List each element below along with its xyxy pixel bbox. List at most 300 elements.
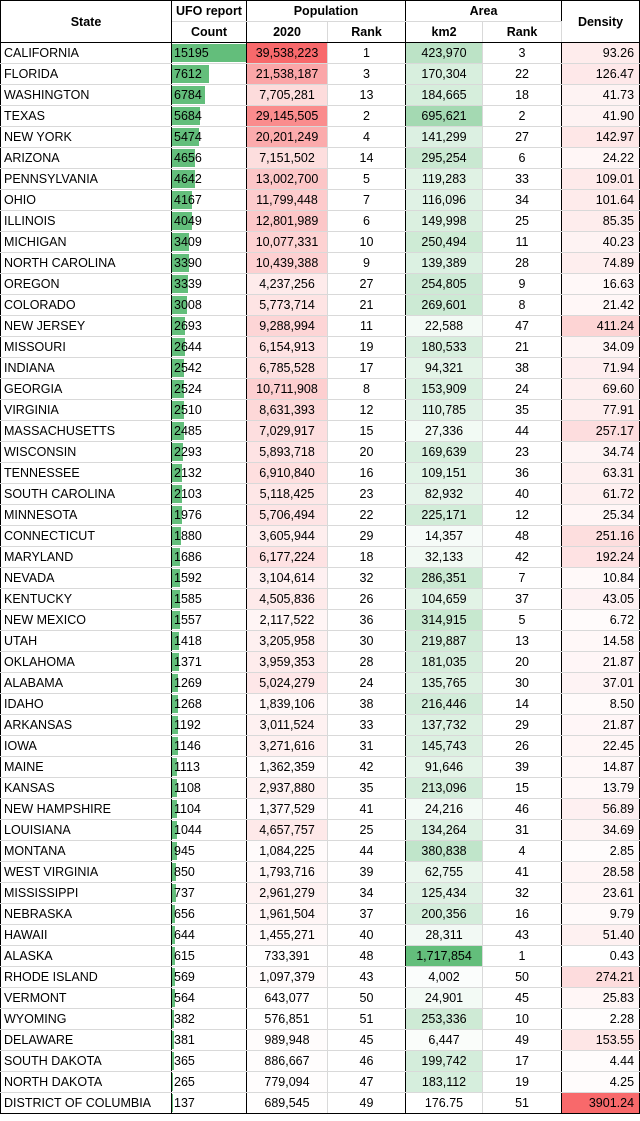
population-rank-cell: 48 bbox=[328, 946, 406, 967]
density-cell: 34.09 bbox=[562, 337, 640, 358]
population-rank-cell: 39 bbox=[328, 862, 406, 883]
table-row bbox=[1, 925, 640, 946]
area-cell: 24,216 bbox=[406, 799, 483, 820]
area-cell: 184,665 bbox=[406, 85, 483, 106]
population-rank-cell: 41 bbox=[328, 799, 406, 820]
population-rank-cell: 38 bbox=[328, 694, 406, 715]
count-value: 1268 bbox=[174, 697, 202, 711]
count-cell bbox=[172, 295, 247, 316]
population-rank-cell: 7 bbox=[328, 190, 406, 211]
state-cell: MARYLAND bbox=[1, 547, 172, 568]
density-cell: 153.55 bbox=[562, 1030, 640, 1051]
table-row bbox=[1, 610, 640, 631]
area-rank-cell: 43 bbox=[483, 925, 562, 946]
count-cell bbox=[172, 820, 247, 841]
density-cell: 41.90 bbox=[562, 106, 640, 127]
area-rank-cell: 21 bbox=[483, 337, 562, 358]
area-rank-cell: 23 bbox=[483, 442, 562, 463]
table-row bbox=[1, 673, 640, 694]
header-area-rank: Rank bbox=[483, 22, 562, 43]
area-rank-cell: 16 bbox=[483, 904, 562, 925]
state-cell: PENNSYLVANIA bbox=[1, 169, 172, 190]
count-cell bbox=[172, 1030, 247, 1051]
state-cell: DISTRICT OF COLUMBIA bbox=[1, 1093, 172, 1114]
count-cell bbox=[172, 631, 247, 652]
density-cell: 24.22 bbox=[562, 148, 640, 169]
population-rank-cell: 32 bbox=[328, 568, 406, 589]
table-row bbox=[1, 148, 640, 169]
state-cell: NEBRASKA bbox=[1, 904, 172, 925]
state-cell: COLORADO bbox=[1, 295, 172, 316]
population-rank-cell: 10 bbox=[328, 232, 406, 253]
state-cell: CALIFORNIA bbox=[1, 43, 172, 64]
density-cell: 21.87 bbox=[562, 652, 640, 673]
area-cell: 153,909 bbox=[406, 379, 483, 400]
count-value: 1976 bbox=[174, 508, 202, 522]
area-rank-cell: 15 bbox=[483, 778, 562, 799]
population-rank-cell: 26 bbox=[328, 589, 406, 610]
area-cell: 116,096 bbox=[406, 190, 483, 211]
count-cell bbox=[172, 358, 247, 379]
area-cell: 176.75 bbox=[406, 1093, 483, 1114]
population-cell: 989,948 bbox=[247, 1030, 328, 1051]
table-row bbox=[1, 988, 640, 1009]
count-value: 5684 bbox=[174, 109, 202, 123]
area-cell: 137,732 bbox=[406, 715, 483, 736]
header-density: Density bbox=[562, 1, 640, 43]
state-cell: CONNECTICUT bbox=[1, 526, 172, 547]
area-cell: 200,356 bbox=[406, 904, 483, 925]
population-cell: 9,288,994 bbox=[247, 316, 328, 337]
population-cell: 3,011,524 bbox=[247, 715, 328, 736]
area-cell: 125,434 bbox=[406, 883, 483, 904]
state-cell: VIRGINIA bbox=[1, 400, 172, 421]
count-cell bbox=[172, 736, 247, 757]
density-cell: 192.24 bbox=[562, 547, 640, 568]
density-cell: 37.01 bbox=[562, 673, 640, 694]
area-cell: 109,151 bbox=[406, 463, 483, 484]
area-cell: 216,446 bbox=[406, 694, 483, 715]
count-value: 3390 bbox=[174, 256, 202, 270]
count-cell bbox=[172, 904, 247, 925]
header-pop-year: 2020 bbox=[247, 22, 328, 43]
area-rank-cell: 33 bbox=[483, 169, 562, 190]
population-cell: 5,773,714 bbox=[247, 295, 328, 316]
density-cell: 6.72 bbox=[562, 610, 640, 631]
area-rank-cell: 3 bbox=[483, 43, 562, 64]
population-cell: 6,910,840 bbox=[247, 463, 328, 484]
area-rank-cell: 9 bbox=[483, 274, 562, 295]
table-row bbox=[1, 211, 640, 232]
area-cell: 22,588 bbox=[406, 316, 483, 337]
population-cell: 2,937,880 bbox=[247, 778, 328, 799]
state-cell: MINNESOTA bbox=[1, 505, 172, 526]
population-rank-cell: 13 bbox=[328, 85, 406, 106]
table-row bbox=[1, 463, 640, 484]
count-cell bbox=[172, 526, 247, 547]
area-cell: 82,932 bbox=[406, 484, 483, 505]
state-cell: SOUTH CAROLINA bbox=[1, 484, 172, 505]
area-rank-cell: 1 bbox=[483, 946, 562, 967]
population-cell: 1,084,225 bbox=[247, 841, 328, 862]
table-row bbox=[1, 904, 640, 925]
state-cell: MISSOURI bbox=[1, 337, 172, 358]
density-cell: 2.28 bbox=[562, 1009, 640, 1030]
population-cell: 29,145,505 bbox=[247, 106, 328, 127]
population-rank-cell: 15 bbox=[328, 421, 406, 442]
state-cell: ARIZONA bbox=[1, 148, 172, 169]
population-cell: 3,205,958 bbox=[247, 631, 328, 652]
count-value: 2103 bbox=[174, 487, 202, 501]
count-cell bbox=[172, 127, 247, 148]
count-value: 1146 bbox=[174, 739, 201, 753]
table-row bbox=[1, 400, 640, 421]
population-cell: 21,538,187 bbox=[247, 64, 328, 85]
table-row bbox=[1, 274, 640, 295]
count-cell bbox=[172, 988, 247, 1009]
area-rank-cell: 47 bbox=[483, 316, 562, 337]
count-value: 1418 bbox=[174, 634, 202, 648]
header-count: Count bbox=[172, 22, 247, 43]
table-row bbox=[1, 589, 640, 610]
area-cell: 141,299 bbox=[406, 127, 483, 148]
area-rank-cell: 6 bbox=[483, 148, 562, 169]
density-cell: 69.60 bbox=[562, 379, 640, 400]
population-rank-cell: 25 bbox=[328, 820, 406, 841]
count-value: 1269 bbox=[174, 676, 202, 690]
area-rank-cell: 48 bbox=[483, 526, 562, 547]
density-cell: 257.17 bbox=[562, 421, 640, 442]
area-rank-cell: 13 bbox=[483, 631, 562, 652]
count-value: 1880 bbox=[174, 529, 202, 543]
count-cell bbox=[172, 967, 247, 988]
density-cell: 142.97 bbox=[562, 127, 640, 148]
count-cell bbox=[172, 484, 247, 505]
count-value: 7612 bbox=[174, 67, 202, 81]
area-cell: 695,621 bbox=[406, 106, 483, 127]
area-rank-cell: 5 bbox=[483, 610, 562, 631]
density-cell: 51.40 bbox=[562, 925, 640, 946]
state-cell: NORTH CAROLINA bbox=[1, 253, 172, 274]
count-value: 6784 bbox=[174, 88, 202, 102]
area-rank-cell: 10 bbox=[483, 1009, 562, 1030]
table-row bbox=[1, 862, 640, 883]
state-cell: SOUTH DAKOTA bbox=[1, 1051, 172, 1072]
area-rank-cell: 39 bbox=[483, 757, 562, 778]
population-cell: 5,118,425 bbox=[247, 484, 328, 505]
count-cell bbox=[172, 274, 247, 295]
header-pop-rank: Rank bbox=[328, 22, 406, 43]
state-cell: KANSAS bbox=[1, 778, 172, 799]
area-rank-cell: 38 bbox=[483, 358, 562, 379]
population-cell: 8,631,393 bbox=[247, 400, 328, 421]
population-rank-cell: 17 bbox=[328, 358, 406, 379]
area-rank-cell: 25 bbox=[483, 211, 562, 232]
density-cell: 34.74 bbox=[562, 442, 640, 463]
state-cell: OREGON bbox=[1, 274, 172, 295]
count-cell bbox=[172, 589, 247, 610]
area-cell: 183,112 bbox=[406, 1072, 483, 1093]
count-cell bbox=[172, 1072, 247, 1093]
population-rank-cell: 19 bbox=[328, 337, 406, 358]
state-cell: NORTH DAKOTA bbox=[1, 1072, 172, 1093]
count-value: 382 bbox=[174, 1012, 195, 1026]
population-rank-cell: 6 bbox=[328, 211, 406, 232]
area-rank-cell: 46 bbox=[483, 799, 562, 820]
count-cell bbox=[172, 337, 247, 358]
area-cell: 181,035 bbox=[406, 652, 483, 673]
population-rank-cell: 12 bbox=[328, 400, 406, 421]
count-cell bbox=[172, 232, 247, 253]
state-cell: MAINE bbox=[1, 757, 172, 778]
population-cell: 643,077 bbox=[247, 988, 328, 1009]
table-row bbox=[1, 295, 640, 316]
population-rank-cell: 35 bbox=[328, 778, 406, 799]
state-cell: ILLINOIS bbox=[1, 211, 172, 232]
area-cell: 91,646 bbox=[406, 757, 483, 778]
population-rank-cell: 29 bbox=[328, 526, 406, 547]
table-row bbox=[1, 946, 640, 967]
area-cell: 27,336 bbox=[406, 421, 483, 442]
area-cell: 170,304 bbox=[406, 64, 483, 85]
density-cell: 4.25 bbox=[562, 1072, 640, 1093]
population-rank-cell: 34 bbox=[328, 883, 406, 904]
density-cell: 22.45 bbox=[562, 736, 640, 757]
header-area: Area bbox=[406, 1, 562, 22]
population-cell: 6,154,913 bbox=[247, 337, 328, 358]
state-cell: HAWAII bbox=[1, 925, 172, 946]
density-cell: 34.69 bbox=[562, 820, 640, 841]
density-cell: 411.24 bbox=[562, 316, 640, 337]
population-rank-cell: 27 bbox=[328, 274, 406, 295]
area-rank-cell: 14 bbox=[483, 694, 562, 715]
table-row bbox=[1, 1072, 640, 1093]
area-cell: 169,639 bbox=[406, 442, 483, 463]
area-rank-cell: 37 bbox=[483, 589, 562, 610]
state-cell: NEW HAMPSHIRE bbox=[1, 799, 172, 820]
population-cell: 3,271,616 bbox=[247, 736, 328, 757]
count-value: 1192 bbox=[174, 718, 201, 732]
area-rank-cell: 31 bbox=[483, 820, 562, 841]
count-value: 564 bbox=[174, 991, 195, 1005]
population-rank-cell: 4 bbox=[328, 127, 406, 148]
population-cell: 1,097,379 bbox=[247, 967, 328, 988]
state-cell: LOUISIANA bbox=[1, 820, 172, 841]
area-cell: 1,717,854 bbox=[406, 946, 483, 967]
table-row bbox=[1, 715, 640, 736]
table-row bbox=[1, 505, 640, 526]
density-cell: 21.87 bbox=[562, 715, 640, 736]
population-rank-cell: 9 bbox=[328, 253, 406, 274]
area-rank-cell: 18 bbox=[483, 85, 562, 106]
count-value: 1592 bbox=[174, 571, 202, 585]
count-cell bbox=[172, 400, 247, 421]
population-rank-cell: 47 bbox=[328, 1072, 406, 1093]
state-cell: OKLAHOMA bbox=[1, 652, 172, 673]
population-cell: 12,801,989 bbox=[247, 211, 328, 232]
population-cell: 2,117,522 bbox=[247, 610, 328, 631]
count-cell bbox=[172, 316, 247, 337]
population-cell: 11,799,448 bbox=[247, 190, 328, 211]
count-value: 365 bbox=[174, 1054, 195, 1068]
count-cell bbox=[172, 757, 247, 778]
state-cell: ALABAMA bbox=[1, 673, 172, 694]
population-rank-cell: 1 bbox=[328, 43, 406, 64]
table-body bbox=[1, 43, 640, 1114]
count-value: 4656 bbox=[174, 151, 202, 165]
area-rank-cell: 28 bbox=[483, 253, 562, 274]
table-row bbox=[1, 778, 640, 799]
population-rank-cell: 51 bbox=[328, 1009, 406, 1030]
area-rank-cell: 36 bbox=[483, 463, 562, 484]
density-cell: 126.47 bbox=[562, 64, 640, 85]
area-cell: 423,970 bbox=[406, 43, 483, 64]
area-cell: 14,357 bbox=[406, 526, 483, 547]
population-cell: 2,961,279 bbox=[247, 883, 328, 904]
count-value: 2293 bbox=[174, 445, 202, 459]
state-cell: NEVADA bbox=[1, 568, 172, 589]
population-cell: 1,961,504 bbox=[247, 904, 328, 925]
density-cell: 0.43 bbox=[562, 946, 640, 967]
table-row bbox=[1, 253, 640, 274]
count-value: 1557 bbox=[174, 613, 202, 627]
population-cell: 7,151,502 bbox=[247, 148, 328, 169]
table-row bbox=[1, 694, 640, 715]
count-cell bbox=[172, 946, 247, 967]
table-row bbox=[1, 568, 640, 589]
table-row bbox=[1, 85, 640, 106]
density-cell: 93.26 bbox=[562, 43, 640, 64]
table-row bbox=[1, 379, 640, 400]
count-cell bbox=[172, 43, 247, 64]
count-value: 615 bbox=[174, 949, 195, 963]
area-cell: 6,447 bbox=[406, 1030, 483, 1051]
area-cell: 250,494 bbox=[406, 232, 483, 253]
count-value: 381 bbox=[174, 1033, 195, 1047]
area-rank-cell: 4 bbox=[483, 841, 562, 862]
population-rank-cell: 28 bbox=[328, 652, 406, 673]
state-cell: MISSISSIPPI bbox=[1, 883, 172, 904]
state-cell: DELAWARE bbox=[1, 1030, 172, 1051]
area-cell: 94,321 bbox=[406, 358, 483, 379]
table-row bbox=[1, 967, 640, 988]
table-row bbox=[1, 64, 640, 85]
header-state: State bbox=[1, 1, 172, 43]
table-row bbox=[1, 1030, 640, 1051]
table-row bbox=[1, 484, 640, 505]
density-cell: 23.61 bbox=[562, 883, 640, 904]
count-value: 4049 bbox=[174, 214, 202, 228]
count-cell bbox=[172, 442, 247, 463]
count-value: 137 bbox=[174, 1096, 195, 1110]
header-area-unit: km2 bbox=[406, 22, 483, 43]
density-cell: 14.87 bbox=[562, 757, 640, 778]
population-cell: 4,237,256 bbox=[247, 274, 328, 295]
table-row bbox=[1, 757, 640, 778]
count-value: 265 bbox=[174, 1075, 195, 1089]
population-rank-cell: 8 bbox=[328, 379, 406, 400]
state-cell: WEST VIRGINIA bbox=[1, 862, 172, 883]
density-cell: 2.85 bbox=[562, 841, 640, 862]
population-rank-cell: 18 bbox=[328, 547, 406, 568]
density-cell: 56.89 bbox=[562, 799, 640, 820]
count-cell bbox=[172, 379, 247, 400]
count-cell bbox=[172, 1093, 247, 1114]
count-bar bbox=[172, 1094, 173, 1112]
area-cell: 219,887 bbox=[406, 631, 483, 652]
table-row bbox=[1, 106, 640, 127]
count-cell bbox=[172, 547, 247, 568]
count-cell bbox=[172, 85, 247, 106]
state-cell: WYOMING bbox=[1, 1009, 172, 1030]
area-cell: 135,765 bbox=[406, 673, 483, 694]
area-rank-cell: 8 bbox=[483, 295, 562, 316]
state-cell: KENTUCKY bbox=[1, 589, 172, 610]
table-row bbox=[1, 421, 640, 442]
population-cell: 5,893,718 bbox=[247, 442, 328, 463]
state-cell: ARKANSAS bbox=[1, 715, 172, 736]
count-value: 15195 bbox=[174, 46, 209, 60]
count-value: 850 bbox=[174, 865, 195, 879]
density-cell: 28.58 bbox=[562, 862, 640, 883]
population-cell: 3,605,944 bbox=[247, 526, 328, 547]
area-rank-cell: 22 bbox=[483, 64, 562, 85]
area-rank-cell: 32 bbox=[483, 883, 562, 904]
count-cell bbox=[172, 568, 247, 589]
count-cell bbox=[172, 715, 247, 736]
density-cell: 25.83 bbox=[562, 988, 640, 1009]
count-value: 2132 bbox=[174, 466, 202, 480]
density-cell: 9.79 bbox=[562, 904, 640, 925]
population-cell: 3,104,614 bbox=[247, 568, 328, 589]
population-cell: 5,706,494 bbox=[247, 505, 328, 526]
state-cell: NEW YORK bbox=[1, 127, 172, 148]
population-rank-cell: 5 bbox=[328, 169, 406, 190]
density-cell: 14.58 bbox=[562, 631, 640, 652]
area-rank-cell: 34 bbox=[483, 190, 562, 211]
area-rank-cell: 19 bbox=[483, 1072, 562, 1093]
count-value: 2644 bbox=[174, 340, 202, 354]
area-rank-cell: 50 bbox=[483, 967, 562, 988]
area-cell: 134,264 bbox=[406, 820, 483, 841]
area-cell: 253,336 bbox=[406, 1009, 483, 1030]
density-cell: 74.89 bbox=[562, 253, 640, 274]
population-rank-cell: 43 bbox=[328, 967, 406, 988]
population-cell: 1,839,106 bbox=[247, 694, 328, 715]
area-rank-cell: 27 bbox=[483, 127, 562, 148]
state-cell: TENNESSEE bbox=[1, 463, 172, 484]
area-cell: 28,311 bbox=[406, 925, 483, 946]
state-cell: ALASKA bbox=[1, 946, 172, 967]
population-cell: 6,785,528 bbox=[247, 358, 328, 379]
area-rank-cell: 44 bbox=[483, 421, 562, 442]
state-cell: FLORIDA bbox=[1, 64, 172, 85]
state-cell: NEW JERSEY bbox=[1, 316, 172, 337]
table-row bbox=[1, 316, 640, 337]
count-cell bbox=[172, 778, 247, 799]
count-value: 644 bbox=[174, 928, 195, 942]
area-rank-cell: 12 bbox=[483, 505, 562, 526]
area-rank-cell: 26 bbox=[483, 736, 562, 757]
count-value: 2510 bbox=[174, 403, 202, 417]
density-cell: 41.73 bbox=[562, 85, 640, 106]
area-cell: 295,254 bbox=[406, 148, 483, 169]
density-cell: 8.50 bbox=[562, 694, 640, 715]
population-rank-cell: 22 bbox=[328, 505, 406, 526]
count-value: 1686 bbox=[174, 550, 202, 564]
count-cell bbox=[172, 190, 247, 211]
count-value: 5474 bbox=[174, 130, 202, 144]
